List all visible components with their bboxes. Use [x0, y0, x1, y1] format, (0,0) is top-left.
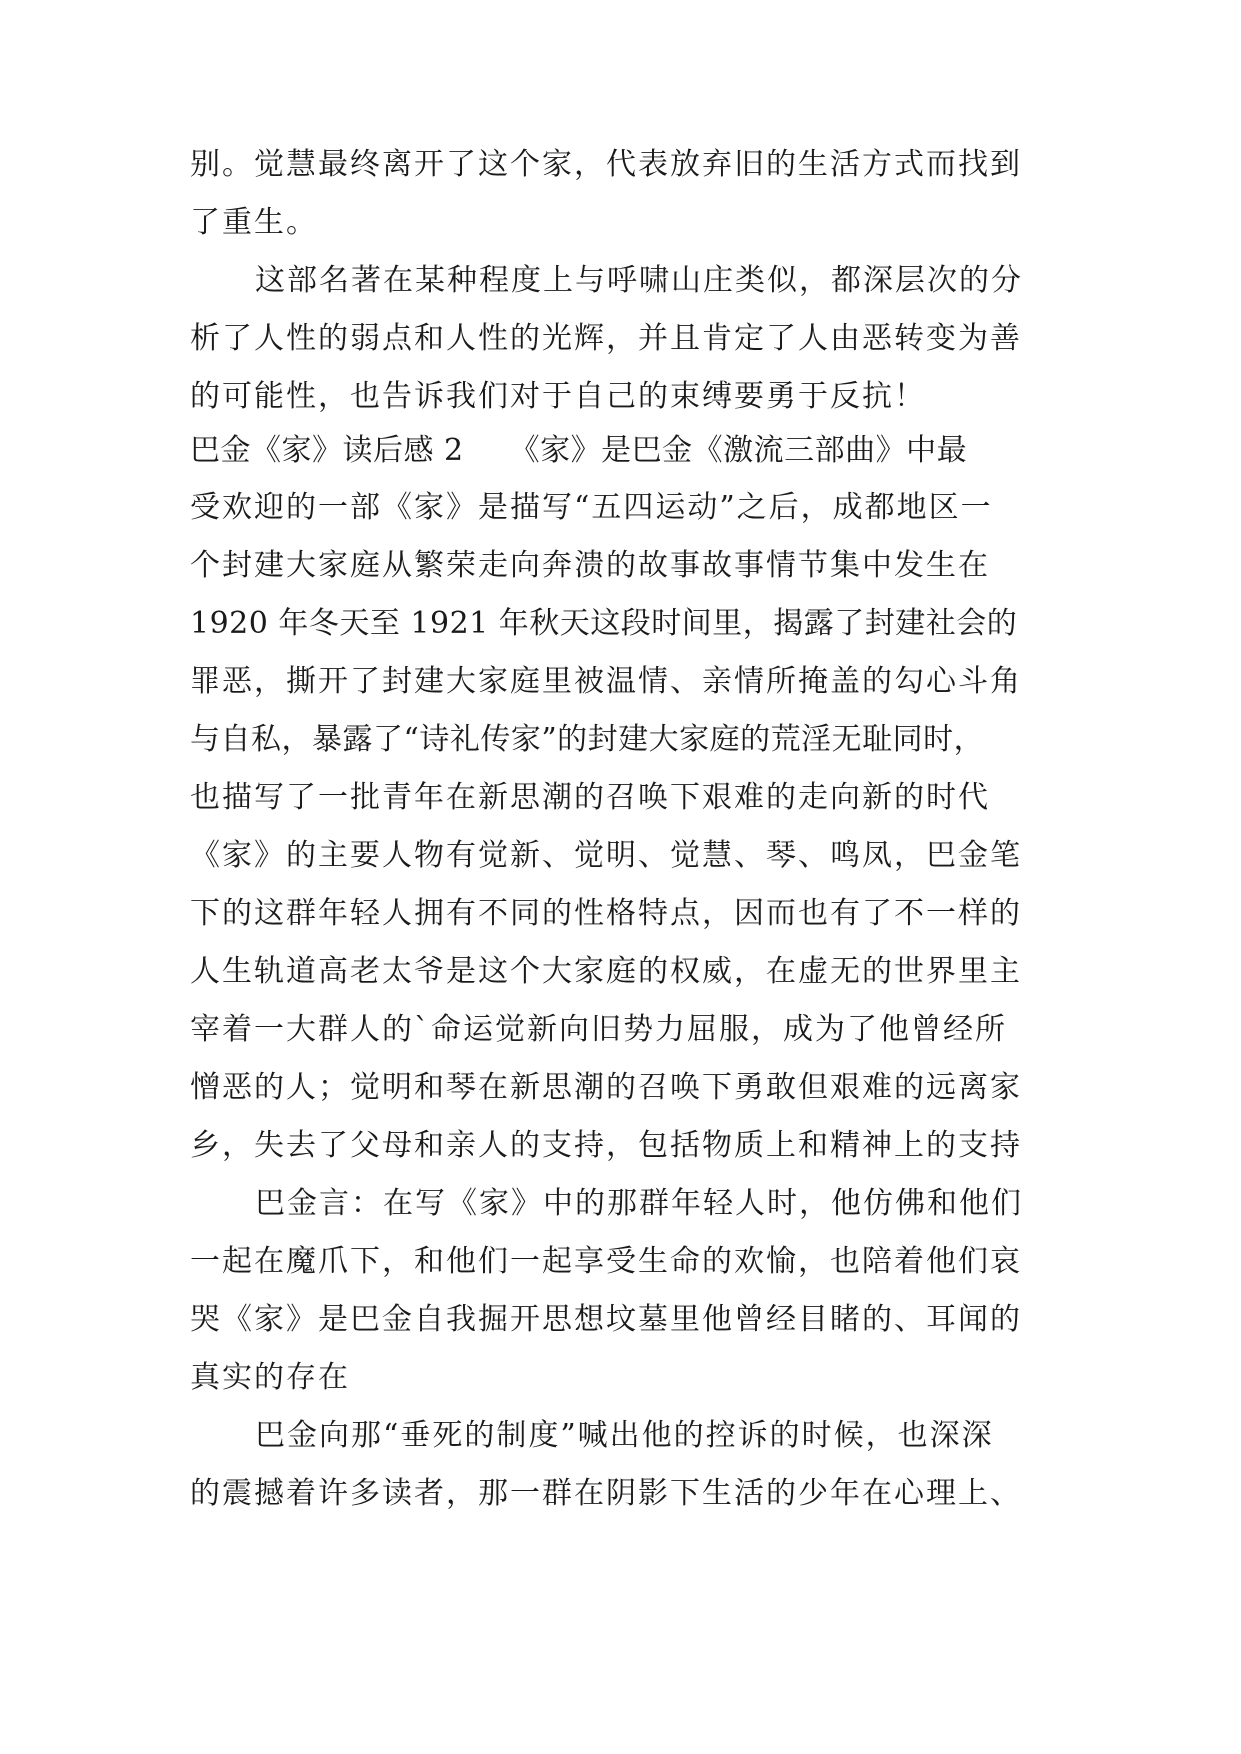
text-line: 也描写了一批青年在新思潮的召唤下艰难的走向新的时代 [190, 780, 990, 815]
paragraph-first-line: 巴金向那“垂死的制度”喊出他的控诉的时候，也深深 [255, 1418, 994, 1453]
text-line: 《家》的主要人物有觉新、觉明、觉慧、琴、鸣凤，巴金笔 [190, 838, 1022, 873]
text-line: 人生轨道高老太爷是这个大家庭的权威，在虚无的世界里主 [190, 954, 1022, 989]
text-line: 罪恶，撕开了封建大家庭里被温情、亲情所掩盖的勾心斗角 [190, 664, 1022, 699]
paragraph-first-line: 巴金言：在写《家》中的那群年轻人时，他仿佛和他们 [255, 1186, 1023, 1221]
section-heading-line: 巴金《家》读后感 2 《家》是巴金《激流三部曲》中最 [190, 433, 968, 468]
text-line: 受欢迎的一部《家》是描写“五四运动”之后，成都地区一 [190, 490, 993, 525]
text-line: 的可能性，也告诉我们对于自己的束缚要勇于反抗！ [190, 379, 926, 414]
text-line: 乡，失去了父母和亲人的支持，包括物质上和精神上的支持 [190, 1128, 1022, 1163]
text-line: 哭《家》是巴金自我掘开思想坟墓里他曾经目睹的、耳闻的 [190, 1302, 1022, 1337]
text-line: 宰着一大群人的`命运觉新向旧势力屈服，成为了他曾经所 [190, 1012, 1007, 1047]
text-line: 了重生。 [190, 205, 318, 240]
text-line: 一起在魔爪下，和他们一起享受生命的欢愉，也陪着他们哀 [190, 1244, 1022, 1279]
text-line: 的震撼着许多读者，那一群在阴影下生活的少年在心理上、 [190, 1476, 1022, 1511]
text-line: 别。觉慧最终离开了这个家，代表放弃旧的生活方式而找到 [190, 147, 1022, 182]
text-line: 真实的存在 [190, 1360, 350, 1395]
text-line: 憎恶的人；觉明和琴在新思潮的召唤下勇敢但艰难的远离家 [190, 1070, 1022, 1105]
paragraph-first-line: 这部名著在某种程度上与呼啸山庄类似，都深层次的分 [255, 263, 1023, 298]
text-line: 下的这群年轻人拥有不同的性格特点，因而也有了不一样的 [190, 896, 1022, 931]
text-line: 个封建大家庭从繁荣走向奔溃的故事故事情节集中发生在 [190, 548, 990, 583]
text-line: 析了人性的弱点和人性的光辉，并且肯定了人由恶转变为善 [190, 321, 1022, 356]
text-line: 1920 年冬天至 1921 年秋天这段时间里，揭露了封建社会的 [190, 606, 1018, 641]
text-line: 与自私，暴露了“诗礼传家”的封建大家庭的荒淫无耻同时， [190, 722, 985, 757]
